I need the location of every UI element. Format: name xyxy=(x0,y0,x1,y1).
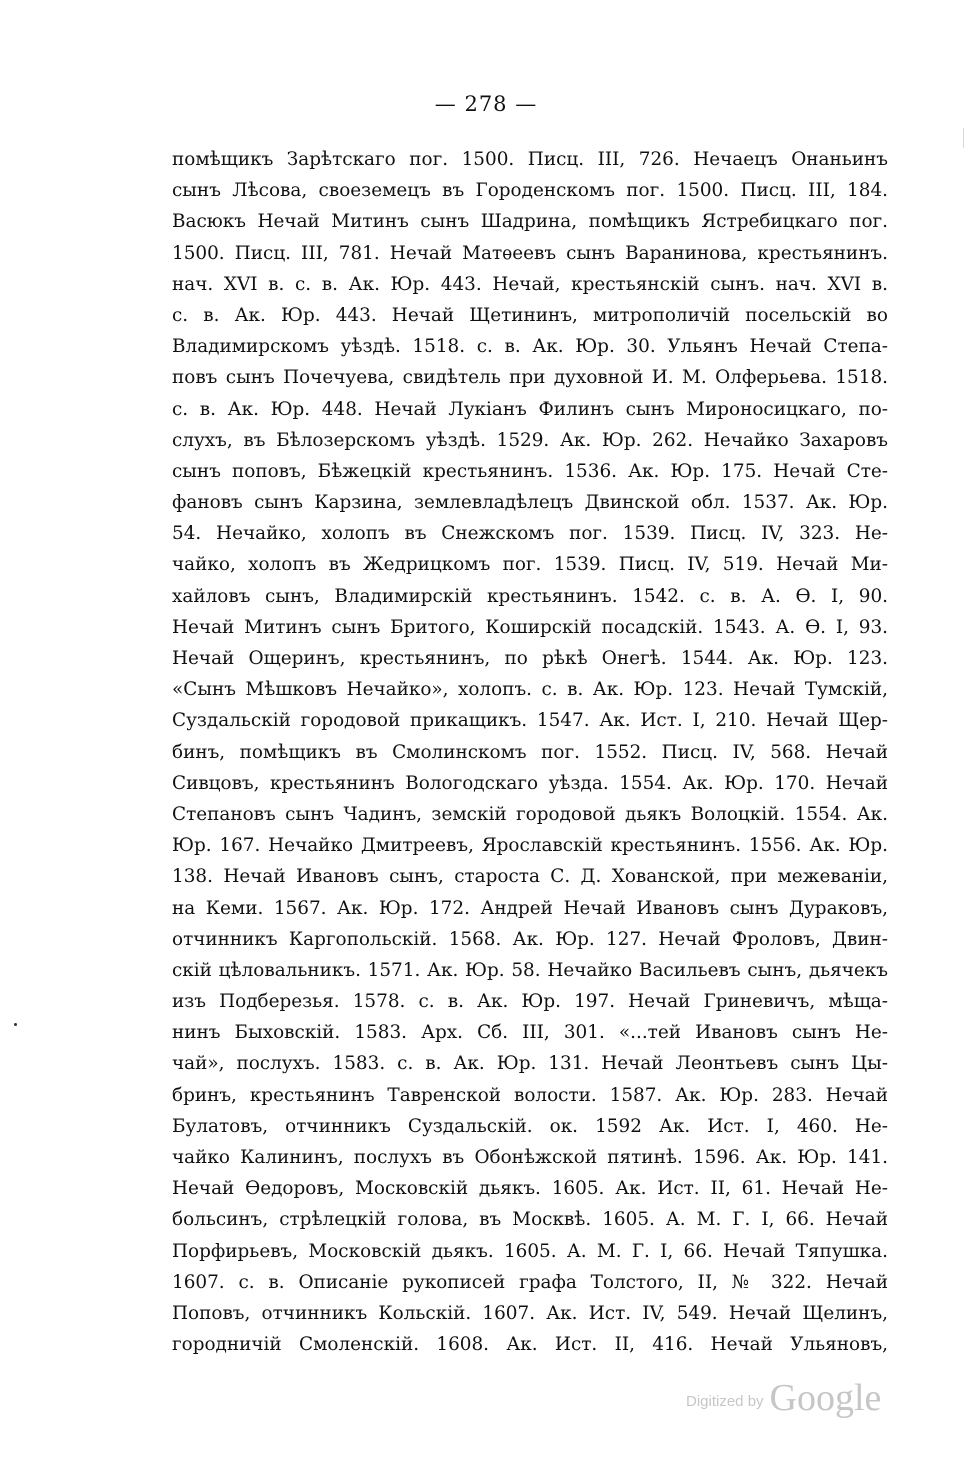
margin-speck xyxy=(14,1023,17,1026)
text-line: нинъ Быховскій. 1583. Арх. Сб. III, 301. «...тей Ивановъ сынъ Не- xyxy=(172,1022,888,1044)
text-line: повъ сынъ Почечуева, свидѣтель при духовной И. М. Олферьева. 1518. xyxy=(172,367,888,389)
text-line: помѣщикъ Зарѣтскаго пог. 1500. Писц. III, 726. Нечаецъ Онаньинъ xyxy=(172,149,888,170)
text-line: отчинникъ Каргопольскій. 1568. Ак. Юр. 127. Нечай Фроловъ, Двин- xyxy=(172,928,888,950)
text-line: Нечай Митинъ сынъ Бритого, Коширскій посадскій. 1543. А. Ѳ. I, 93. xyxy=(172,616,888,638)
digitized-watermark xyxy=(686,1370,881,1420)
page-edge-mark xyxy=(963,128,964,148)
text-line: чай», послухъ. 1583. с. в. Ак. Юр. 131. Нечай Леонтьевъ сынъ Цы- xyxy=(172,1053,888,1075)
text-line: 1607. с. в. Описаніе рукописей графа Толстого, II, № 322. Нечай xyxy=(172,1271,888,1293)
text-line: Булатовъ, отчинникъ Суздальскій. ок. 1592 Ак. Ист. I, 460. Не- xyxy=(172,1115,888,1137)
text-line: чайко Калининъ, послухъ въ Обонѣжской пятинѣ. 1596. Ак. Юр. 141. xyxy=(172,1147,888,1168)
text-line: Нечай Ѳедоровъ, Московскій дьякъ. 1605. Ак. Ист. II, 61. Нечай Не- xyxy=(172,1178,888,1200)
text-line: бинъ, помѣщикъ въ Смолинскомъ пог. 1552. Писц. IV, 568. Нечай xyxy=(172,741,888,763)
text-line: Владимирскомъ уѣздѣ. 1518. с. в. Ак. Юр. 30. Ульянъ Нечай Степа- xyxy=(172,336,888,358)
text-line: 138. Нечай Ивановъ сынъ, староста С. Д. Хованской, при межеваніи, xyxy=(172,866,888,888)
text-line: Поповъ, отчинникъ Кольскій. 1607. Ак. Ист. IV, 549. Нечай Щелинъ, xyxy=(172,1302,888,1324)
text-line: 54. Нечайко, холопъ въ Снежскомъ пог. 1539. Писц. IV, 323. Не- xyxy=(172,523,888,545)
text-line: 1500. Писц. III, 781. Нечай Матѳеевъ сынъ Варанинова, крестьянинъ. xyxy=(172,242,888,264)
text-line: бринъ, крестьянинъ Тавренской волости. 1587. Ак. Юр. 283. Нечай xyxy=(172,1084,888,1106)
watermark-prefix: Digitized by xyxy=(686,1393,764,1410)
text-line: городничій Смоленскій. 1608. Ак. Ист. II, 416. Нечай Ульяновъ, xyxy=(172,1334,888,1356)
text-line: хайловъ сынъ, Владимирскій крестьянинъ. 1542. с. в. А. Ѳ. I, 90. xyxy=(172,585,888,607)
page-number: — 278 — xyxy=(434,92,538,116)
text-line: чайко, холопъ въ Жедрицкомъ пог. 1539. Писц. IV, 519. Нечай Ми- xyxy=(172,554,888,576)
text-line: Юр. 167. Нечайко Дмитреевъ, Ярославскій крестьянинъ. 1556. Ак. Юр. xyxy=(172,835,888,857)
text-line: «Сынъ Мѣшковъ Нечайко», холопъ. с. в. Ак. Юр. 123. Нечай Тумскій, xyxy=(172,679,888,701)
text-line: Васюкъ Нечай Митинъ сынъ Шадрина, помѣщикъ Ястребицкаго пог. xyxy=(172,211,888,233)
text-line: Порфирьевъ, Московскій дьякъ. 1605. А. М. Г. I, 66. Нечай Тяпушка. xyxy=(172,1240,888,1262)
text-line: изъ Подберезья. 1578. с. в. Ак. Юр. 197. Нечай Гриневичъ, мѣща- xyxy=(172,991,888,1013)
text-line: скій цѣловальникъ. 1571. Ак. Юр. 58. Нечайко Васильевъ сынъ, дьячекъ xyxy=(172,959,888,981)
google-logo: Google xyxy=(769,1377,882,1419)
text-line: с. в. Ак. Юр. 443. Нечай Щетининъ, митрополичій посельскій во xyxy=(172,304,888,326)
text-line: на Кеми. 1567. Ак. Юр. 172. Андрей Нечай Ивановъ сынъ Дураковъ, xyxy=(172,897,888,919)
text-line: больсинъ, стрѣлецкій голова, въ Москвѣ. 1605. А. М. Г. I, 66. Нечай xyxy=(172,1209,888,1231)
text-line: Степановъ сынъ Чадинъ, земскій городовой дьякъ Волоцкій. 1554. Ак. xyxy=(172,803,888,825)
text-line: с. в. Ак. Юр. 448. Нечай Лукіанъ Филинъ сынъ Мироносицкаго, по- xyxy=(172,398,888,420)
text-line: Нечай Ощеринъ, крестьянинъ, по рѣкѣ Онегѣ. 1544. Ак. Юр. 123. xyxy=(172,648,888,669)
text-line: Суздальскій городовой прикащикъ. 1547. Ак. Ист. I, 210. Нечай Щер- xyxy=(172,710,888,732)
body-text xyxy=(172,144,888,1360)
text-line: слухъ, въ Бѣлозерскомъ уѣздѣ. 1529. Ак. Юр. 262. Нечайко Захаровъ xyxy=(172,429,888,451)
text-line: фановъ сынъ Карзина, землевладѣлецъ Двинской обл. 1537. Ак. Юр. xyxy=(172,492,888,514)
text-line: сынъ Лѣсова, своеземецъ въ Городенскомъ пог. 1500. Писц. III, 184. xyxy=(172,180,888,202)
text-line: сынъ поповъ, Бѣжецкій крестьянинъ. 1536. Ак. Юр. 175. Нечай Сте- xyxy=(172,460,888,482)
text-line: нач. XVI в. с. в. Ак. Юр. 443. Нечай, крестьянскій сынъ. нач. XVI в. xyxy=(172,273,888,295)
text-line: Сивцовъ, крестьянинъ Вологодскаго уѣзда. 1554. Ак. Юр. 170. Нечай xyxy=(172,772,888,794)
